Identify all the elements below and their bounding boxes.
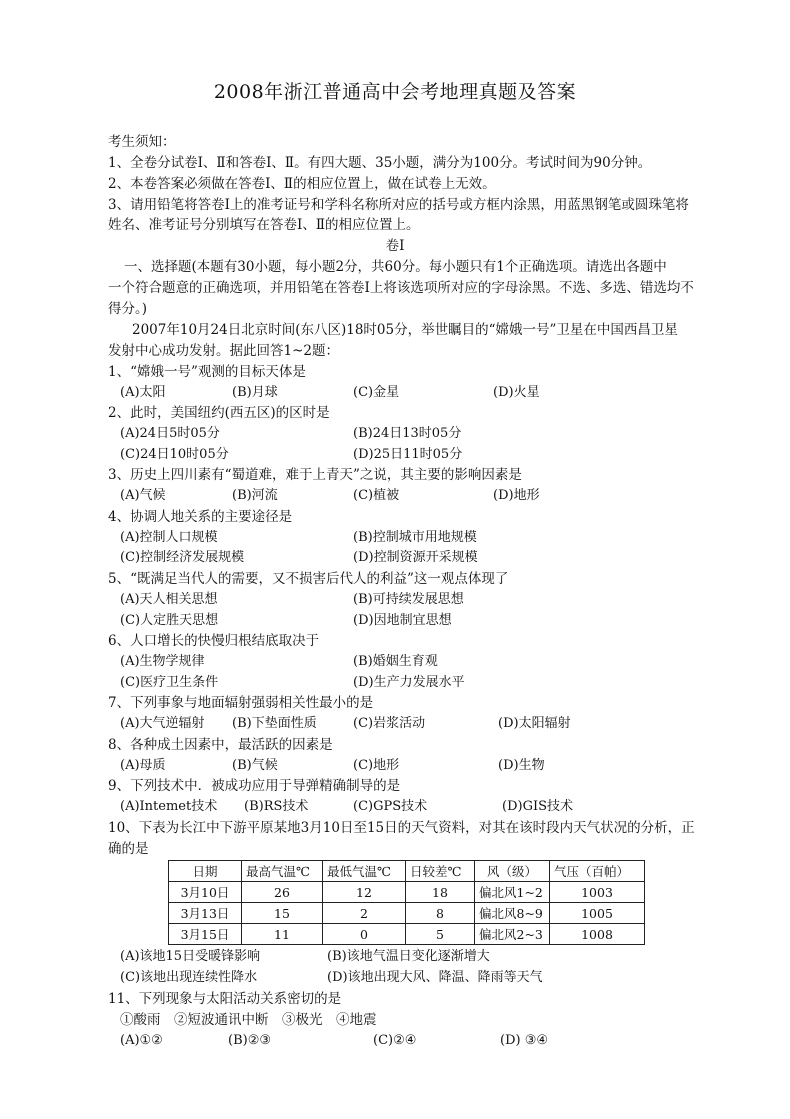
option-b: (B)②③ <box>228 1033 272 1048</box>
option-c: (C)该地出现连续性降水 <box>120 970 258 985</box>
notice-item: 2、本卷答案必须做在答卷Ⅰ、Ⅱ的相应位置上，做在试卷上无效。 <box>108 176 496 192</box>
option-c: (C)岩浆活动 <box>353 716 426 731</box>
option-b: (B)该地气温日变化逐渐增大 <box>327 949 490 964</box>
notice-item: 1、全卷分试卷Ⅰ、Ⅱ和答卷Ⅰ、Ⅱ。有四大题、35小题，满分为100分。考试时间为90分钟。 <box>108 155 652 171</box>
table-cell: 26 <box>242 882 323 903</box>
option-d: (D)因地制宜思想 <box>353 613 452 628</box>
table-cell: 11 <box>242 924 323 945</box>
statement-list: ①酸雨 ②短波通讯中断 ③极光 ④地震 <box>120 1012 377 1028</box>
table-cell: 1005 <box>550 903 645 924</box>
question-stem: 3、历史上四川素有“蜀道难，难于上青天”之说，其主要的影响因素是 <box>108 467 522 483</box>
table-cell: 15 <box>242 903 323 924</box>
option-d: (D) ③④ <box>500 1033 549 1048</box>
table-cell: 1008 <box>550 924 645 945</box>
option-d: (D)25日11时05分 <box>353 447 463 462</box>
option-b: (B)河流 <box>232 488 278 503</box>
table-cell: 2 <box>323 903 406 924</box>
option-c: (C)控制经济发展规模 <box>120 550 245 565</box>
option-a: (A)Intemet技术 <box>120 799 218 814</box>
option-b: (B)婚姻生育观 <box>353 654 438 669</box>
option-a: (A)天人相关思想 <box>120 592 218 607</box>
notice-heading: 考生须知： <box>108 134 176 150</box>
notice-item: 3、请用铅笔将答卷Ⅰ上的准考证号和学科名称所对应的括号或方框内涂黑，用蓝黑钢笔或圆珠笔将 <box>108 197 689 213</box>
option-a: (A)母质 <box>120 758 166 773</box>
option-a: (A)气候 <box>120 488 166 503</box>
question-stem: 11、下列现象与太阳活动关系密切的是 <box>108 991 342 1007</box>
question-stem: 8、各种成土因素中，最活跃的因素是 <box>108 737 333 753</box>
section-intro: 一个符合题意的正确选项，并用铅笔在答卷Ⅰ上将该选项所对应的字母涂黑。不选、多选、错选均不 <box>108 280 694 296</box>
option-a: (A)大气逆辐射 <box>120 716 205 731</box>
option-d: (D)生产力发展水平 <box>353 675 465 690</box>
notice-item: 姓名、准考证号分别填写在答卷Ⅰ、Ⅱ的相应位置上。 <box>108 217 420 233</box>
table-cell: 偏北风2~3 <box>475 924 550 945</box>
table-row <box>169 903 645 924</box>
option-c: (C)医疗卫生条件 <box>120 675 219 690</box>
question-stem: 10、下表为长江中下游平原某地3月10日至15日的天气资料，对其在该时段内天气状况的分析，正 <box>108 820 695 836</box>
option-b: (B)24日13时05分 <box>353 426 462 441</box>
option-c: (C)②④ <box>373 1033 417 1048</box>
question-stem: 9、下列技术中．被成功应用于导弹精确制导的是 <box>108 778 401 794</box>
table-header-row <box>169 861 645 882</box>
table-cell: 5 <box>406 924 475 945</box>
question-context: 发射中心成功发射。据此回答1~2题： <box>108 343 339 359</box>
option-a: (A)该地15日受暖锋影响 <box>120 949 261 964</box>
option-a: (A)24日5时05分 <box>120 426 220 441</box>
option-d: (D)火星 <box>493 385 540 400</box>
option-a: (A)太阳 <box>120 385 166 400</box>
section-label: 卷Ⅰ <box>385 238 405 254</box>
option-c: (C)GPS技术 <box>353 799 428 814</box>
table-cell: 12 <box>323 882 406 903</box>
column-header: 最高气温℃ <box>242 861 323 882</box>
table-row <box>169 924 645 945</box>
option-d: (D)该地出现大风、降温、降雨等天气 <box>327 970 543 985</box>
column-header: 气压（百帕） <box>550 861 645 882</box>
question-stem: 4、协调人地关系的主要途径是 <box>108 509 293 525</box>
question-stem: 5、“既满足当代人的需要，又不损害后代人的利益”这一观点体现了 <box>108 571 509 587</box>
question-stem: 6、人口增长的快慢归根结底取决于 <box>108 633 320 649</box>
option-d: (D)生物 <box>498 758 545 773</box>
option-c: (C)地形 <box>353 758 400 773</box>
option-a: (A)①② <box>120 1033 163 1048</box>
page-title: 2008年浙江普通高中会考地理真题及答案 <box>213 81 577 103</box>
option-b: (B)控制城市用地规模 <box>353 530 477 545</box>
option-c: (C)金星 <box>353 385 400 400</box>
column-header: 日较差℃ <box>406 861 475 882</box>
column-header: 最低气温℃ <box>323 861 406 882</box>
table-cell: 3月10日 <box>169 882 242 903</box>
question-stem: 7、下列事象与地面辐射强弱相关性最小的是 <box>108 695 374 711</box>
column-header: 日期 <box>169 861 242 882</box>
option-a: (A)控制人口规模 <box>120 530 218 545</box>
option-c: (C)植被 <box>353 488 400 503</box>
table-cell: 3月13日 <box>169 903 242 924</box>
option-d: (D)GIS技术 <box>502 799 573 814</box>
question-stem: 2、此时，美国纽约(西五区)的区时是 <box>108 405 330 421</box>
section-intro: 一、选择题(本题有30小题，每小题2分，共60分。每小题只有1个正确选项。请选出各题中 <box>124 259 667 275</box>
option-b: (B)月球 <box>232 385 278 400</box>
option-c: (C)人定胜天思想 <box>120 613 219 628</box>
table-cell: 3月15日 <box>169 924 242 945</box>
question-stem: 确的是 <box>108 841 149 857</box>
table-cell: 1003 <box>550 882 645 903</box>
table-cell: 8 <box>406 903 475 924</box>
table-cell: 偏北风8~9 <box>475 903 550 924</box>
section-intro: 得分。) <box>108 301 148 317</box>
table-row <box>169 882 645 903</box>
column-header: 风（级） <box>475 861 550 882</box>
weather-table <box>168 860 645 945</box>
question-context: 2007年10月24日北京时间(东八区)18时05分，举世瞩目的“嫦娥一号”卫星在中国西昌卫星 <box>132 322 678 338</box>
option-b: (B)下垫面性质 <box>232 716 317 731</box>
question-stem: 1、“嫦娥一号”观测的目标天体是 <box>108 364 306 380</box>
option-d: (D)控制资源开采规模 <box>353 550 478 565</box>
option-d: (D)地形 <box>493 488 540 503</box>
option-b: (B)可持续发展思想 <box>353 592 464 607</box>
table-cell: 18 <box>406 882 475 903</box>
table-cell: 0 <box>323 924 406 945</box>
option-b: (B)气候 <box>232 758 278 773</box>
option-b: (B)RS技术 <box>244 799 309 814</box>
table-cell: 偏北风1~2 <box>475 882 550 903</box>
option-d: (D)太阳辐射 <box>498 716 571 731</box>
option-a: (A)生物学规律 <box>120 654 205 669</box>
option-c: (C)24日10时05分 <box>120 447 229 462</box>
